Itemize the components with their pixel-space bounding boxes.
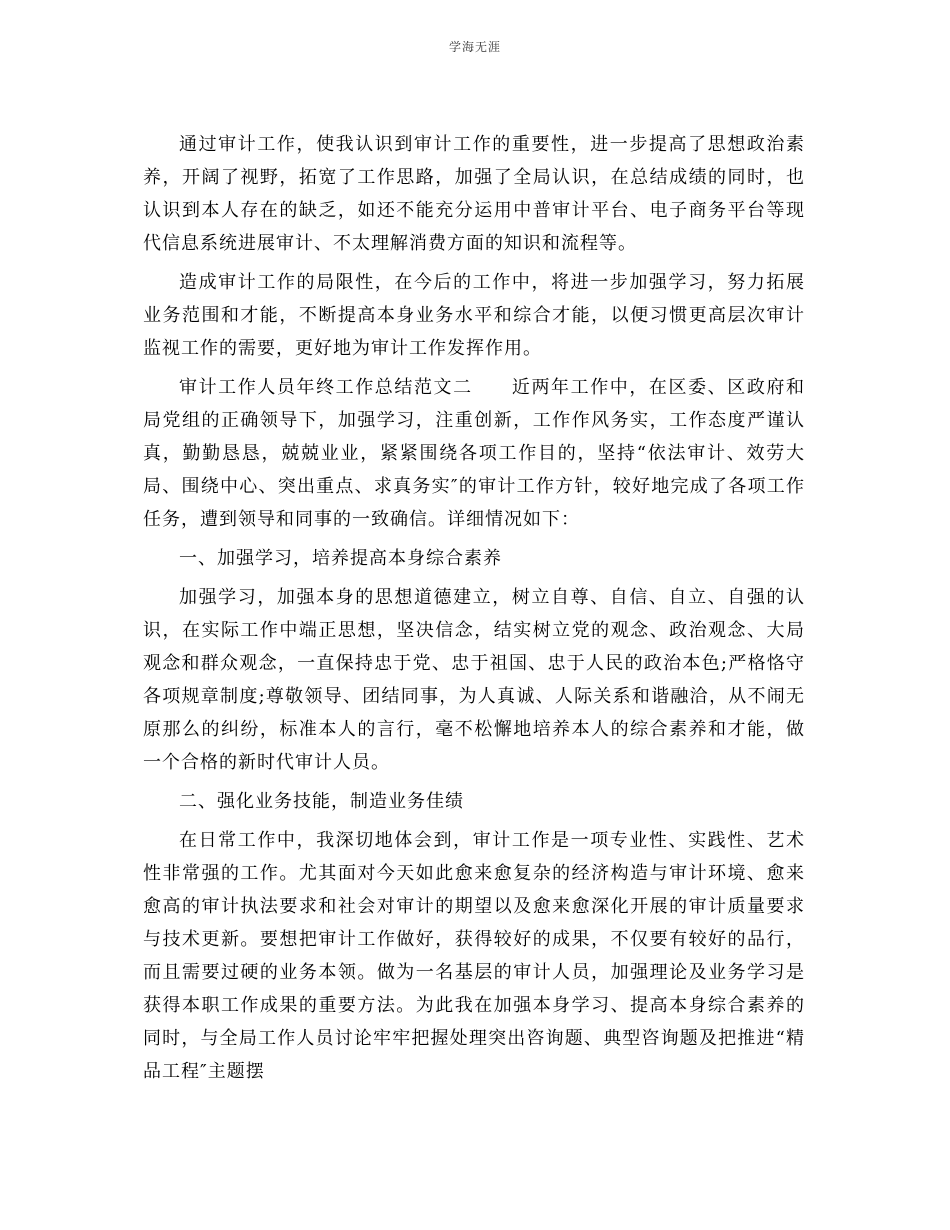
paragraph-1: 通过审计工作，使我认识到审计工作的重要性，进一步提高了思想政治素养，开阔了视野，拓宽了工作思路，加强了全局认识，在总结成绩的同时，也认识到本人存在的缺乏，如还不能充分运用中普审计平台、电子商务平台等现代信息系统进展审计、不太理解消费方面的知识和流程等。 (143, 134, 805, 254)
document-body (143, 128, 805, 1094)
section-heading-2: 二、强化业务技能，制造业务佳绩 (179, 791, 464, 812)
paragraph-2: 造成审计工作的局限性，在今后的工作中，将进一步加强学习，努力拓展业务范围和才能，不断提高本身业务水平和综合才能，以便习惯更高层次审计监视工作的需要，更好地为审计工作发挥作用。 (143, 272, 805, 359)
section-heading-1: 一、加强学习，培养提高本身综合素养 (179, 548, 502, 569)
page-header: 学海无涯 (448, 40, 501, 54)
paragraph-3: 审计工作人员年终工作总结范文二 近两年工作中，在区委、区政府和局党组的正确领导下，加强学习，注重创新，工作作风务实，工作态度严谨认真，勤勤恳恳，兢兢业业，紧紧围绕各项工作目的，坚持“依法审计、效劳大局、围绕中心、突出重点、求真务实″的审计工作方针，较好地完成了各项工作任务，遭到领导和同事的一致确信。详细情况如下： (143, 377, 805, 530)
paragraph-4: 加强学习，加强本身的思想道德建立，树立自尊、自信、自立、自强的认识，在实际工作中端正思想，坚决信念，结实树立党的观念、政治观念、大局观念和群众观念，一直保持忠于党、忠于祖国、忠于人民的政治本色;严格恪守各项规章制度;尊敬领导、团结同事，为人真诚、人际关系和谐融洽，从不闹无原那么的纠纷，标准本人的言行，毫不松懈地培养本人的综合素养和才能，做一个合格的新时代审计人员。 (143, 587, 805, 773)
paragraph-5: 在日常工作中，我深切地体会到，审计工作是一项专业性、实践性、艺术性非常强的工作。尤其面对今天如此愈来愈复杂的经济构造与审计环境、愈来愈高的审计执法要求和社会对审计的期望以及愈来愈深化开展的审计质量要求与技术更新。要想把审计工作做好，获得较好的成果，不仅要有较好的品行，而且需要过硬的业务本领。做为一名基层的审计人员，加强理论及业务学习是获得本职工作成果的重要方法。为此我在加强本身学习、提高本身综合素养的同时，与全局工作人员讨论牢牢把握处理突出咨询题、典型咨询题及把推进“精品工程″主题摆 (143, 830, 805, 1082)
